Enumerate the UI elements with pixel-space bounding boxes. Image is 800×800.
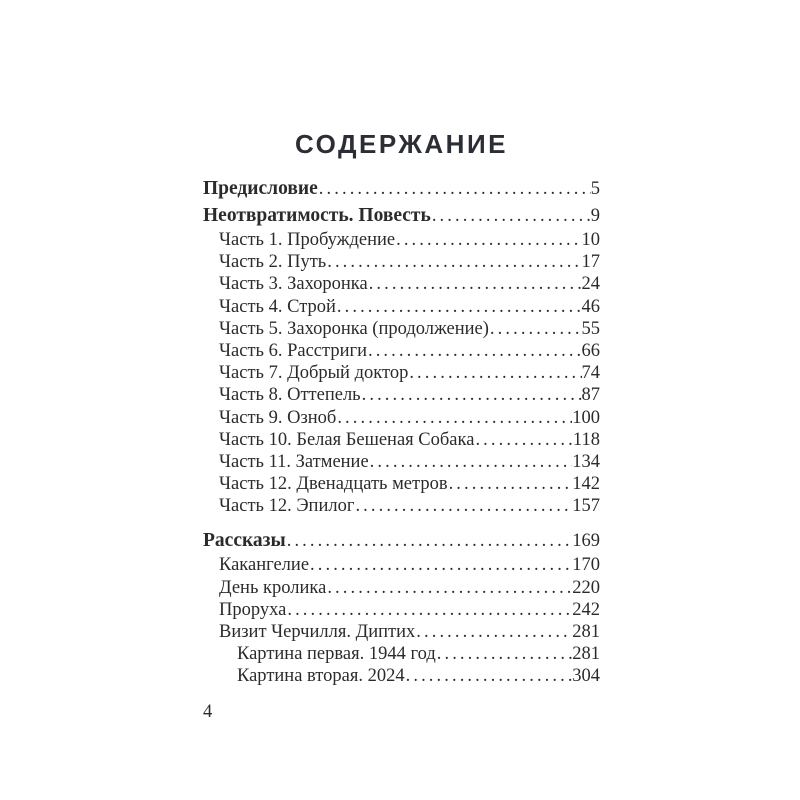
toc-entry-page: 118 [572,429,600,450]
toc-entry-label: Предисловие [203,178,318,199]
toc-entry-label: Часть 3. Захоронка [219,274,368,295]
toc-leader-dots [287,528,573,555]
toc-entry [203,340,600,362]
toc-entry [203,407,600,429]
toc-leader-dots [368,340,582,362]
toc-entry-label: Какангелие [219,555,310,576]
toc-entry-label: Часть 2. Путь [219,252,327,273]
toc-leader-dots [287,599,572,621]
toc-entry-label: Проруха [219,599,287,620]
toc-entry [203,296,600,318]
toc-entry-label: Часть 1. Пробуждение [219,230,396,250]
toc-entry-label: Неотвратимость. Повесть [203,205,431,226]
toc-entry-page: 157 [572,496,600,517]
toc-entry-page: 100 [572,407,600,428]
toc-leader-dots [416,621,572,643]
toc-entry-page: 134 [572,451,600,472]
toc-entry-page: 281 [572,622,600,642]
toc-leader-dots [490,318,582,340]
toc-entry-page: 5 [590,179,600,199]
toc-leader-dots [406,665,573,687]
toc-leader-dots [437,643,573,665]
toc-entry [203,318,600,340]
toc-entry-label: Часть 6. Расстриги [219,340,367,361]
toc-entry [203,384,600,406]
toc-leader-dots [327,251,581,273]
toc-entry-page: 142 [572,474,600,495]
toc-entry [203,175,600,202]
toc-list [203,175,600,688]
toc-entry [203,273,600,295]
toc-leader-dots [310,554,572,576]
toc-entry-label: Часть 11. Затмение [219,451,369,472]
toc-leader-dots [432,203,591,230]
toc-entry [203,202,600,229]
toc-entry-page: 304 [572,666,600,687]
toc-entry [203,577,600,599]
toc-entry-label: День кролика [219,577,327,598]
toc-entry-page: 242 [572,599,600,620]
toc-entry-page: 24 [581,274,600,295]
toc-entry-label: Рассказы [203,530,286,552]
toc-entry-label: Часть 5. Захоронка (продолжение) [219,318,489,339]
toc-leader-dots [337,407,572,429]
toc-entry-label: Часть 8. Оттепель [219,385,361,406]
toc-leader-dots [355,495,572,517]
toc-entry-page: 17 [581,252,600,273]
toc-entry [203,495,600,517]
toc-entry-page: 74 [581,363,600,384]
toc-entry [203,643,600,665]
toc-entry-label: Визит Черчилля. Диптих [219,622,416,642]
toc-entry [203,554,600,576]
toc-entry-page: 281 [572,644,600,665]
toc-entry-page: 46 [581,296,600,317]
toc-leader-dots [370,451,573,473]
toc-entry [203,362,600,384]
toc-entry-label: Часть 9. Озноб [219,407,337,428]
page-number: 4 [203,702,213,722]
toc-entry-page: 87 [581,385,600,406]
toc-entry-label: Часть 4. Строй [219,296,336,317]
toc-entry [203,451,600,473]
toc-entry-label: Часть 12. Эпилог [219,496,355,517]
toc-entry-page: 55 [581,318,600,339]
toc-entry-label: Картина вторая. 2024 [237,666,405,687]
toc-entry [203,527,600,554]
toc-entry-page: 10 [581,230,600,250]
toc-leader-dots [449,473,573,495]
toc-entry [203,621,600,643]
toc-leader-dots [337,296,582,318]
toc-leader-dots [475,429,572,451]
toc-leader-dots [362,384,582,406]
toc-entry [203,229,600,251]
toc-entry [203,429,600,451]
toc-leader-dots [327,577,572,599]
toc-entry-page: 170 [572,555,600,576]
toc-entry [203,251,600,273]
toc-entry-label: Часть 7. Добрый доктор [219,363,409,384]
toc-leader-dots [369,273,582,295]
toc-entry [203,599,600,621]
toc-entry-page: 9 [590,206,600,226]
toc-entry-page: 169 [572,531,600,552]
toc-entry-page: 66 [581,340,600,361]
toc-entry [203,473,600,495]
toc-leader-dots [396,229,581,251]
page-title: СОДЕРЖАНИЕ [295,129,508,159]
toc-entry-label: Часть 10. Белая Бешеная Собака [219,429,475,450]
toc-leader-dots [409,362,581,384]
toc-entry [203,665,600,687]
toc-entry-label: Картина первая. 1944 год [237,644,436,665]
toc-leader-dots [319,176,591,203]
toc-entry-label: Часть 12. Двенадцать метров [219,474,448,495]
toc-entry-page: 220 [572,577,600,598]
